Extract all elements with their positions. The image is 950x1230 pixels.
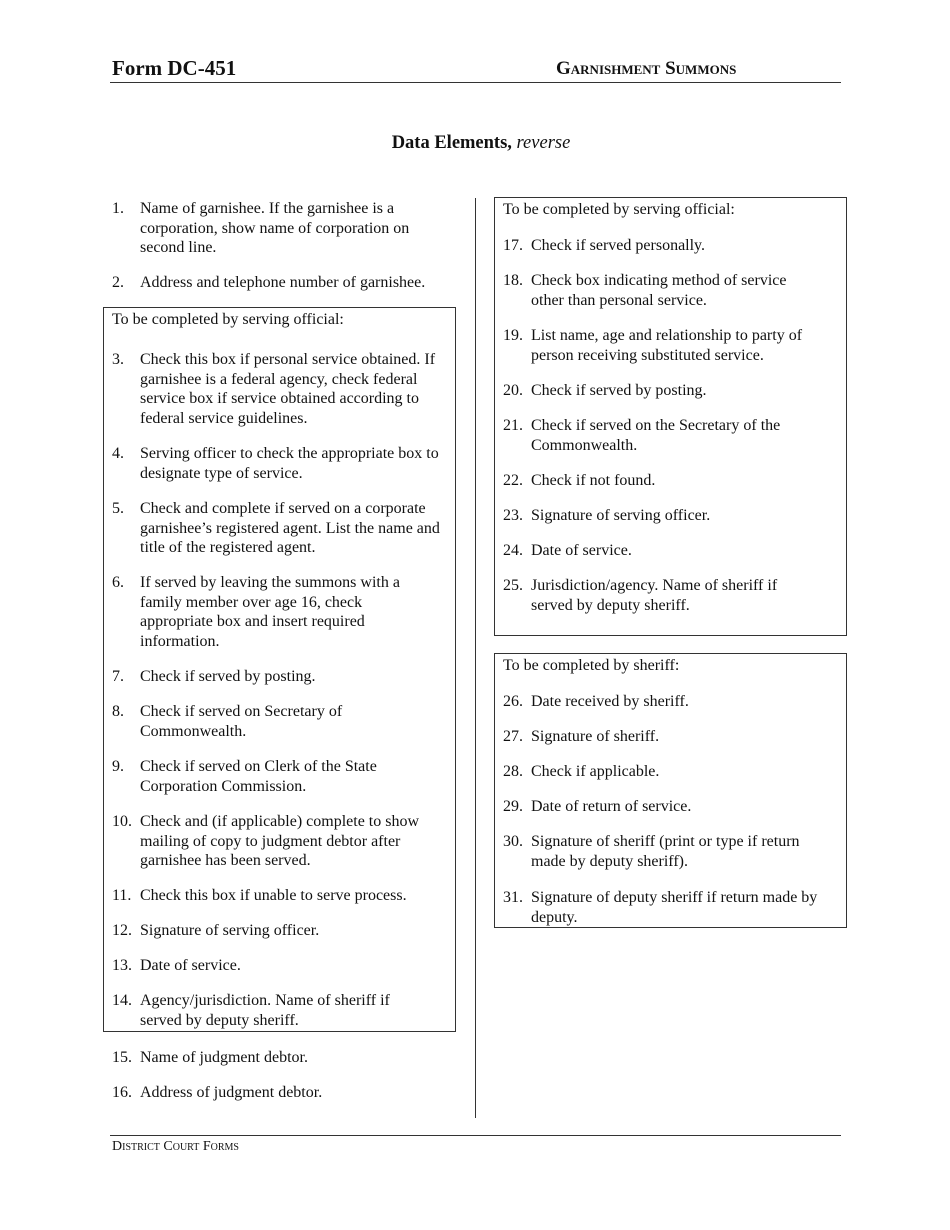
item-text: Address of judgment debtor. bbox=[140, 1084, 323, 1101]
item-text: Check if served on Secretary of Commonwealth. bbox=[140, 703, 343, 740]
item-number: 12. bbox=[112, 922, 132, 939]
right-box1-heading: To be completed by serving official: bbox=[503, 201, 735, 218]
item-text: Signature of sheriff (print or type if return made by deputy sheriff). bbox=[531, 833, 800, 870]
footer-rule bbox=[110, 1135, 841, 1136]
item-number: 4. bbox=[112, 445, 124, 462]
item-number: 9. bbox=[112, 758, 124, 775]
item-number: 17. bbox=[503, 237, 523, 254]
page-title bbox=[0, 133, 950, 154]
item-text: Signature of deputy sheriff if return made by deputy. bbox=[531, 889, 818, 926]
item-text: Signature of serving officer. bbox=[140, 922, 320, 939]
item-number: 24. bbox=[503, 542, 523, 559]
item-number: 14. bbox=[112, 992, 132, 1009]
item-text: If served by leaving the summons with a family member over age 16, check appropriate box and insert required information. bbox=[140, 574, 400, 651]
item-text: Address and telephone number of garnishee. bbox=[140, 274, 426, 291]
item-number: 28. bbox=[503, 763, 523, 780]
item-text: Signature of sheriff. bbox=[531, 728, 660, 745]
page-title-italic: reverse bbox=[516, 133, 571, 153]
header-rule bbox=[110, 82, 841, 83]
item-number: 10. bbox=[112, 813, 132, 830]
item-number: 22. bbox=[503, 472, 523, 489]
item-number: 18. bbox=[503, 272, 523, 289]
item-number: 11. bbox=[112, 887, 132, 904]
item-number: 31. bbox=[503, 889, 523, 906]
item-number: 8. bbox=[112, 703, 124, 720]
item-number: 30. bbox=[503, 833, 523, 850]
page-title-bold: Data Elements, bbox=[391, 133, 512, 153]
item-number: 3. bbox=[112, 351, 124, 368]
item-text: Check and (if applicable) complete to show mailing of copy to judgment debtor after garnishee has been served. bbox=[140, 813, 420, 870]
item-text: Name of judgment debtor. bbox=[140, 1049, 308, 1066]
item-text: Check box indicating method of service other than personal service. bbox=[531, 272, 787, 309]
item-text: Check and complete if served on a corporate garnishee’s registered agent. List the name and title of the registered agent. bbox=[140, 500, 440, 557]
item-text: Check if applicable. bbox=[531, 763, 660, 780]
item-number: 13. bbox=[112, 957, 132, 974]
item-text: Check if not found. bbox=[531, 472, 656, 489]
left-box-heading: To be completed by serving official: bbox=[112, 311, 344, 328]
item-text: Check this box if personal service obtained. If garnishee is a federal agency, check federal service box if service obtained according to federal service guidelines. bbox=[140, 351, 436, 428]
item-text: Serving officer to check the appropriate box to designate type of service. bbox=[140, 445, 439, 482]
item-number: 20. bbox=[503, 382, 523, 399]
right-box2-heading: To be completed by sheriff: bbox=[503, 657, 680, 674]
item-text: Name of garnishee. If the garnishee is a corporation, show name of corporation on second line. bbox=[140, 200, 410, 257]
item-number: 23. bbox=[503, 507, 523, 524]
item-text: Check if served personally. bbox=[531, 237, 706, 254]
item-number: 6. bbox=[112, 574, 124, 591]
item-text: Jurisdiction/agency. Name of sheriff if served by deputy sheriff. bbox=[531, 577, 778, 614]
item-number: 29. bbox=[503, 798, 523, 815]
item-text: Signature of serving officer. bbox=[531, 507, 711, 524]
item-text: List name, age and relationship to party of person receiving substituted service. bbox=[531, 327, 803, 364]
item-number: 2. bbox=[112, 274, 124, 291]
form-number: Form DC-451 bbox=[112, 56, 237, 80]
item-number: 26. bbox=[503, 693, 523, 710]
item-number: 19. bbox=[503, 327, 523, 344]
item-number: 1. bbox=[112, 200, 124, 217]
item-text: Check if served on the Secretary of the Commonwealth. bbox=[531, 417, 781, 454]
item-text: Check if served by posting. bbox=[140, 668, 316, 685]
item-number: 25. bbox=[503, 577, 523, 594]
item-text: Date received by sheriff. bbox=[531, 693, 689, 710]
item-number: 16. bbox=[112, 1084, 132, 1101]
item-number: 21. bbox=[503, 417, 523, 434]
item-number: 27. bbox=[503, 728, 523, 745]
item-text: Agency/jurisdiction. Name of sheriff if served by deputy sheriff. bbox=[140, 992, 390, 1029]
item-text: Check if served on Clerk of the State Corporation Commission. bbox=[140, 758, 377, 795]
column-divider bbox=[475, 198, 476, 1118]
item-text: Date of return of service. bbox=[531, 798, 692, 815]
item-text: Date of service. bbox=[531, 542, 632, 559]
item-text: Check if served by posting. bbox=[531, 382, 707, 399]
item-number: 7. bbox=[112, 668, 124, 685]
form-title: Garnishment Summons bbox=[556, 58, 737, 79]
item-text: Date of service. bbox=[140, 957, 241, 974]
item-text: Check this box if unable to serve process. bbox=[140, 887, 407, 904]
item-number: 5. bbox=[112, 500, 124, 517]
footer-text: District Court Forms bbox=[112, 1139, 239, 1154]
item-number: 15. bbox=[112, 1049, 132, 1066]
